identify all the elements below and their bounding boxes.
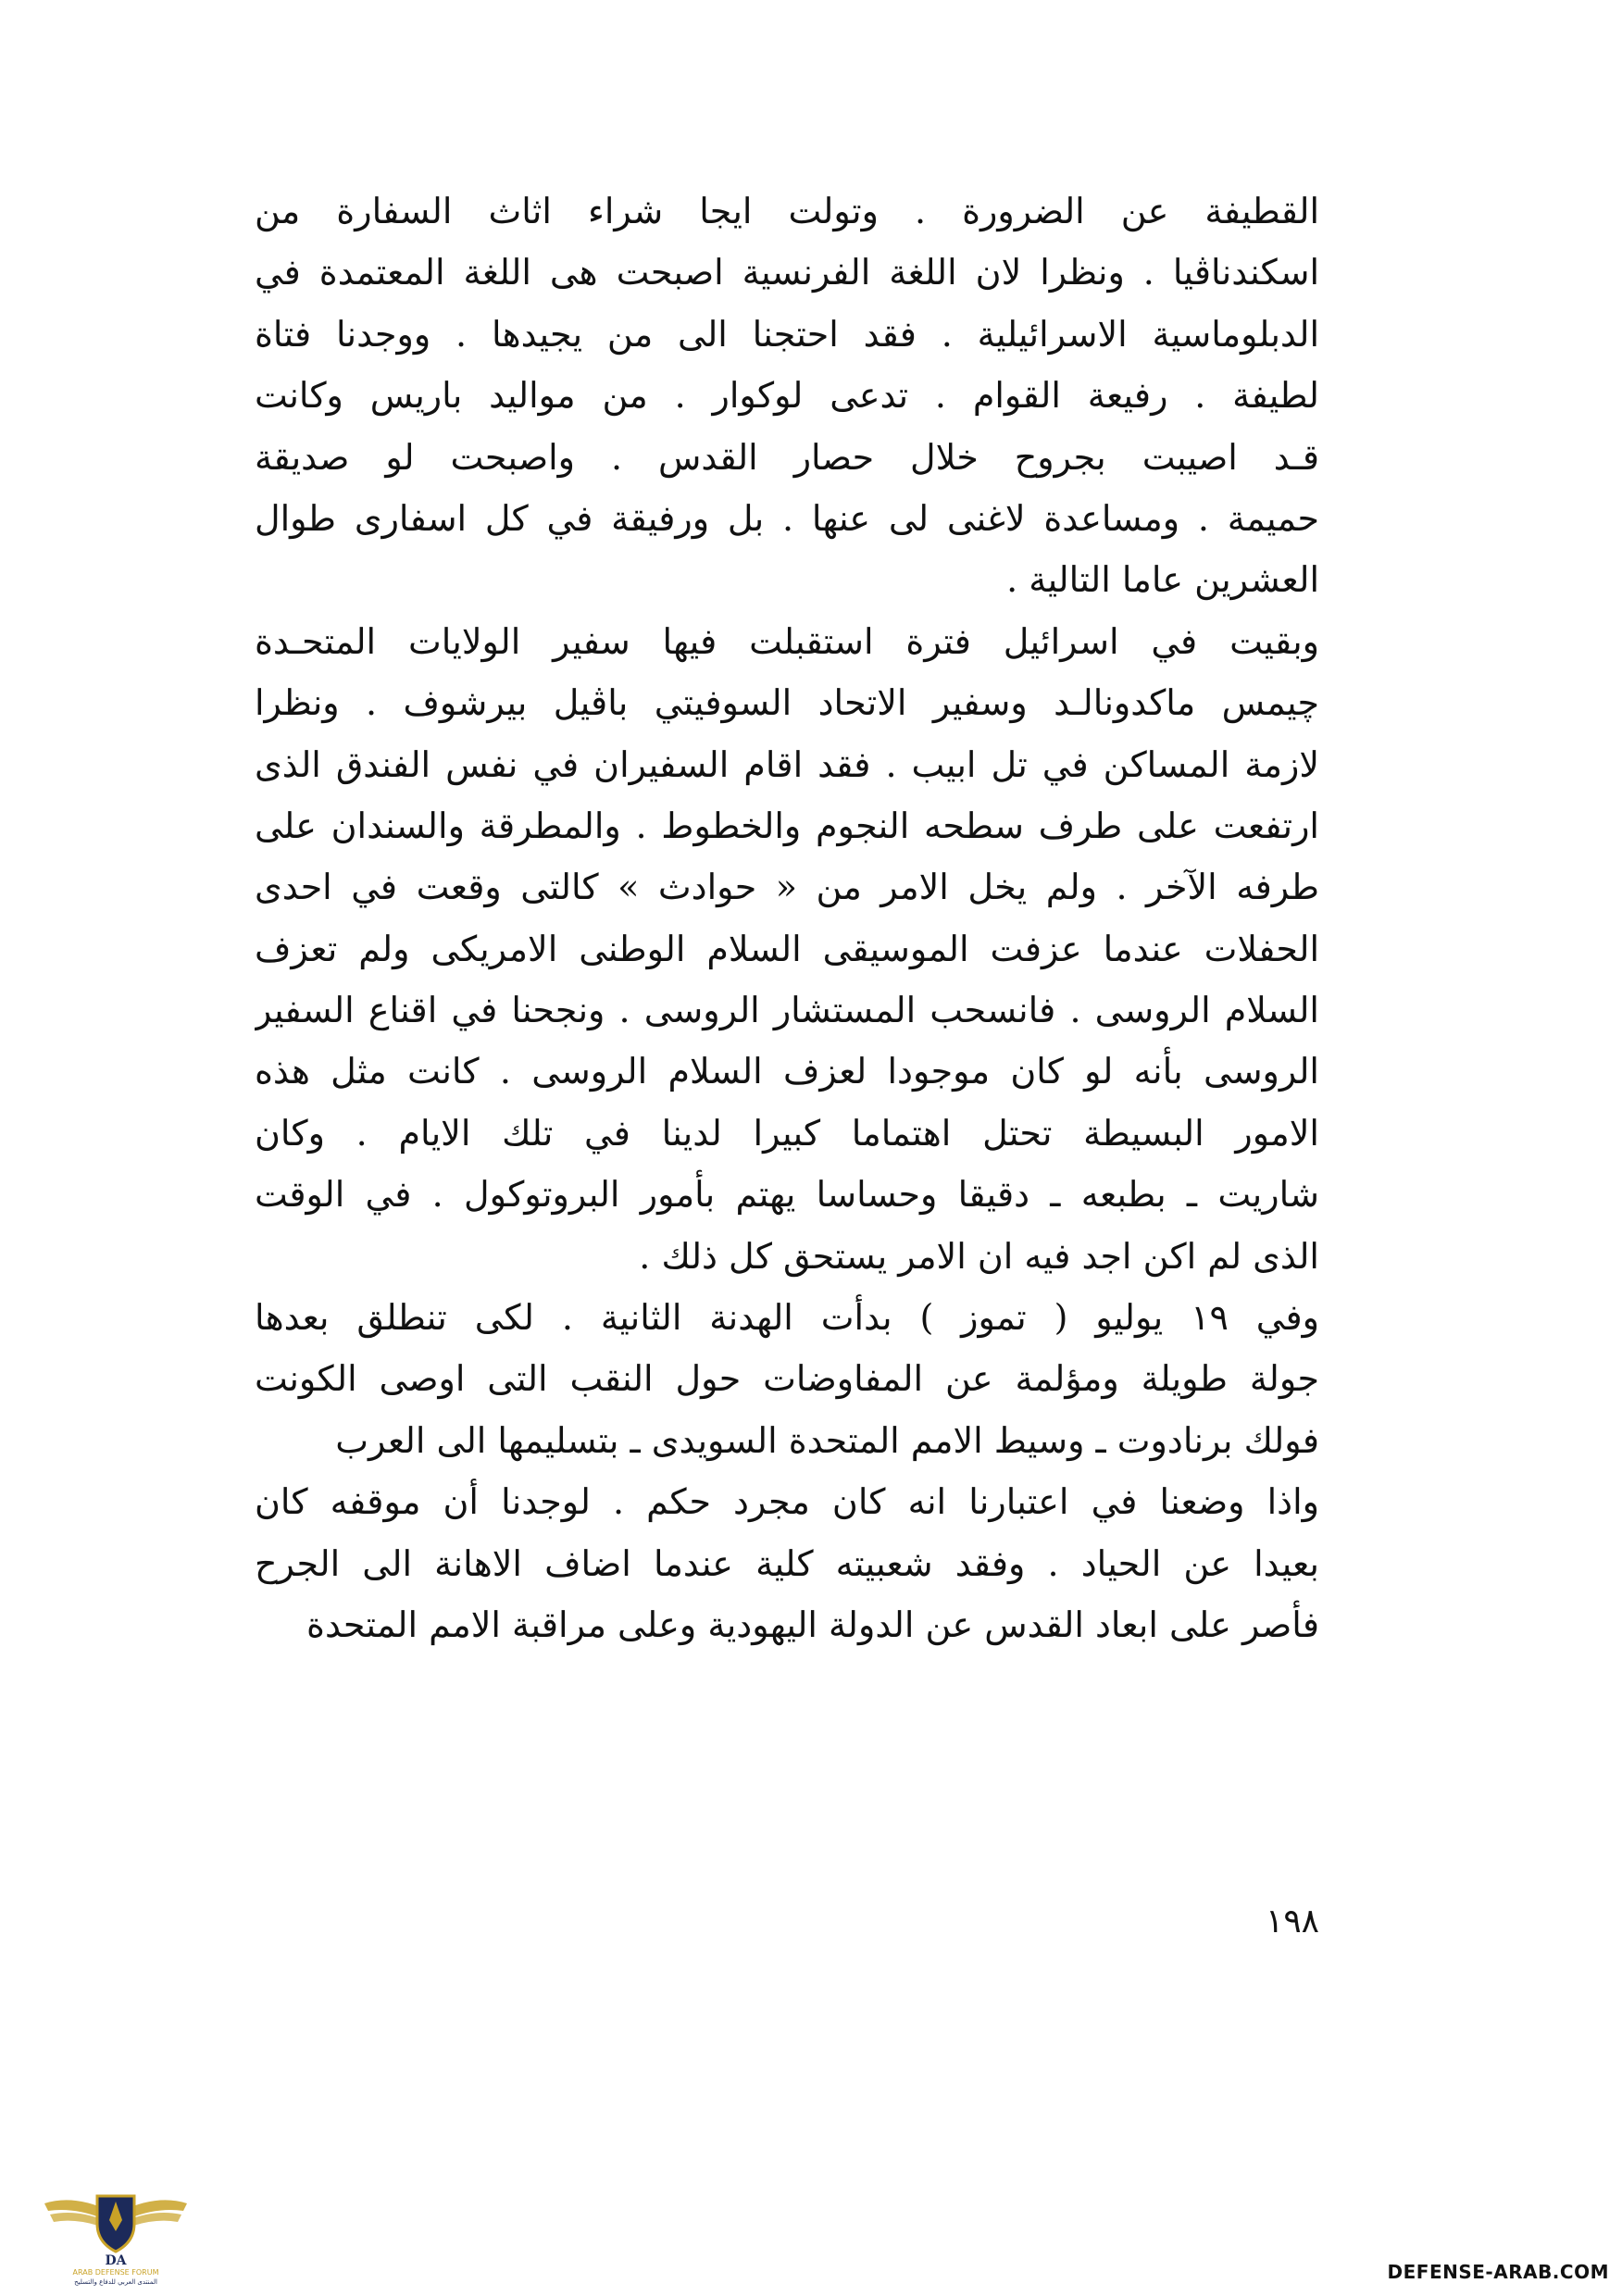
text-line: طرفه الآخر . ولم يخل الامر من « حوادث » كالتى وقعت في احدى: [255, 867, 1319, 908]
text-line: وفي ١٩ يوليو ( تموز ) بدأت الهدنة الثانية . لكى تنطلق بعدها: [255, 1297, 1319, 1339]
text-line: چيمس ماكدونالـد وسفير الاتحاد السوفيتي باڤيل بيرشوف . ونظرا: [255, 682, 1319, 724]
text-line: العشرين عاما التالية .: [1006, 559, 1319, 601]
watermark-url: DEFENSE-ARAB.COM: [1387, 2261, 1609, 2283]
text-line: واذا وضعنا في اعتبارنا انه كان مجرد حكم . لوجدنا أن موقفه كان: [255, 1481, 1319, 1523]
text-line: ارتفعت على طرف سطحه النجوم والخطوط . والمطرقة والسندان على: [255, 805, 1319, 846]
text-line: لطيفة . رفيعة القوام . تدعى لوكوار . من مواليد باريس وكانت: [255, 375, 1319, 417]
text-line: الامور البسيطة تحتل اهتماما كبيرا لدينا في تلك الايام . وكان: [255, 1112, 1319, 1154]
text-line: اسكندناڤيا . ونظرا لان اللغة الفرنسية اصبحت هى اللغة المعتمدة في: [255, 252, 1319, 293]
text-line: فولك برنادوت ـ وسيط الامم المتحدة السويدى ـ بتسليمها الى العرب: [335, 1419, 1319, 1461]
logo-forum-text: ARAB DEFENSE FORUM: [72, 2268, 159, 2277]
text-line: السلام الروسى . فانسحب المستشار الروسى . ونجحنا في اقناع السفير: [255, 990, 1319, 1031]
text-line: الذى لم اكن اجد فيه ان الامر يستحق كل ذلك .: [639, 1235, 1319, 1277]
page-number: ١٩٨: [1265, 1903, 1319, 1940]
logo-da-text: DA: [105, 2253, 127, 2268]
body-text: [255, 181, 1319, 1655]
text-line: شاريت ـ بطبعه ـ دقيقا وحساسا يهتم بأمور البروتوكول . في الوقت: [255, 1174, 1319, 1216]
text-line: فأصر على ابعاد القدس عن الدولة اليهودية وعلى مراقبة الامم المتحدة: [306, 1603, 1319, 1645]
text-line: الدبلوماسية الاسرائيلية . فقد احتجنا الى من يجيدها . ووجدنا فتاة: [255, 313, 1319, 355]
text-line: القطيفة عن الضرورة . وتولت ايجا شراء اثاث السفارة من: [255, 191, 1319, 231]
logo-arabic-text: المنتدى العربي للدفاع والتسليح: [74, 2278, 157, 2286]
text-line: جولة طويلة ومؤلمة عن المفاوضات حول النقب التى اوصى الكونت: [255, 1358, 1319, 1400]
text-line: الروسى بأنه لو كان موجودا لعزف السلام الروسى . كانت مثل هذه: [255, 1051, 1319, 1092]
text-line: حميمة . ومساعدة لاغنى لى عنها . بل ورفيقة في كل اسفارى طوال: [255, 497, 1319, 539]
arab-defense-forum-logo: [37, 2166, 194, 2287]
text-line: قـد اصيبت بجروح خلال حصار القدس . واصبحت لو صديقة: [255, 436, 1319, 478]
text-line: الحفلات عندما عزفت الموسيقى السلام الوطنى الامريكى ولم تعزف: [255, 928, 1319, 969]
text-line: لازمة المساكن في تل ابيب . فقد اقام السفيران في نفس الفندق الذى: [255, 743, 1319, 785]
text-line: وبقيت في اسرائيل فترة استقبلت فيها سفير الولايات المتحـدة: [255, 620, 1319, 662]
text-line: بعيدا عن الحياد . وفقد شعبيته كلية عندما اضاف الاهانة الى الجرح: [255, 1542, 1319, 1584]
